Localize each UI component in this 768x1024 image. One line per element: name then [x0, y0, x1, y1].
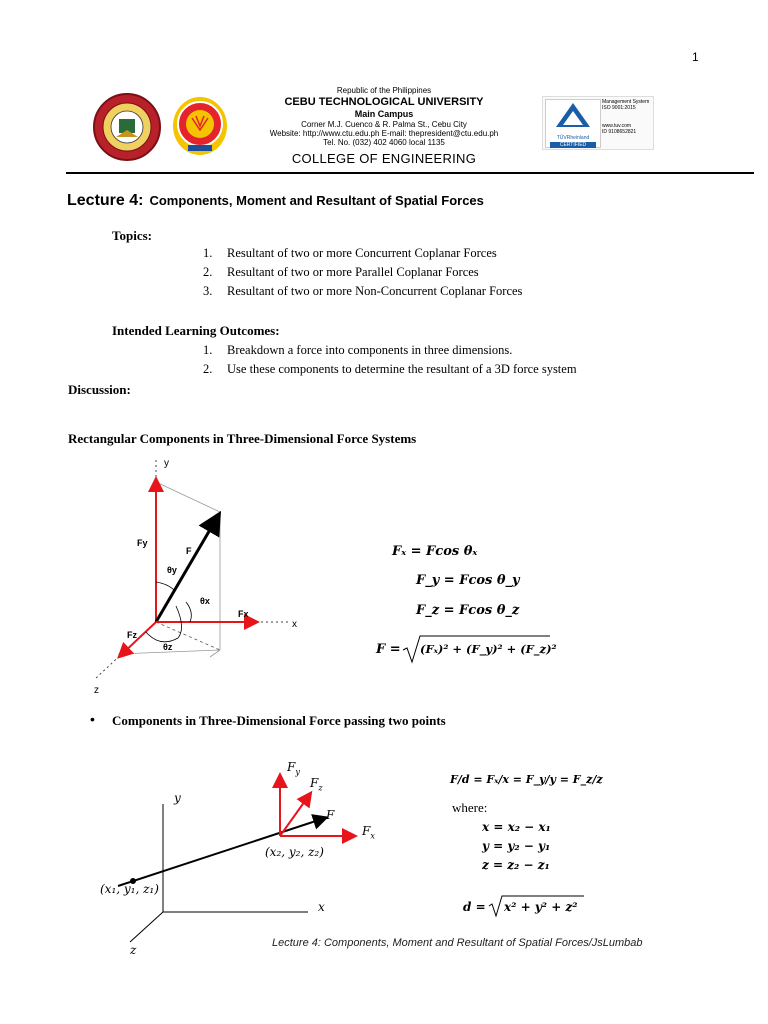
header-divider: [66, 172, 754, 174]
eq-fz: F_z = Fcos θ_z: [416, 603, 520, 618]
header-college: COLLEGE OF ENGINEERING: [291, 151, 477, 166]
fig1-fy-label: Fy: [137, 538, 148, 548]
fig1-theta-y-label: θy: [167, 565, 177, 575]
eq-ratio: F/d = Fₓ/x = F_y/y = F_z/z: [450, 773, 603, 786]
eq-fy: F_y = Fcos θ_y: [416, 573, 520, 588]
fig1-theta-x-label: θx: [200, 596, 210, 606]
eq-fx: Fₓ = Fcos θₓ: [392, 544, 478, 559]
fig2-z-axis: [130, 912, 163, 942]
fig2-fy-label: $F_y$: [287, 760, 300, 777]
fig1-x-label: x: [292, 619, 297, 630]
fig2-x-label: x: [318, 900, 325, 914]
fig2-point1-label: (x₁, y₁, z₁): [100, 882, 159, 896]
outcomes-label: Intended Learning Outcomes:: [112, 323, 280, 338]
theta-y-arc: [156, 582, 174, 590]
cert-web: www.tuv.com: [602, 123, 632, 129]
outcome-item: 2. Use these components to determine the resultant of a 3D force system: [203, 362, 577, 376]
header-campus: Main Campus: [354, 109, 414, 119]
cert-mgmt: Management System: [602, 99, 650, 105]
eq-z: z = z₂ − z₁: [482, 858, 550, 872]
eq-y: y = y₂ − y₁: [482, 839, 551, 853]
fig1-fz-label: Fz: [127, 630, 137, 640]
eq-f-lhs: F =: [376, 642, 401, 657]
discussion-label: Discussion:: [68, 382, 131, 397]
header-tel: Tel. No. (032) 402 4060 local 1135: [323, 138, 445, 147]
topic-item: 1. Resultant of two or more Concurrent Coplanar Forces: [203, 246, 497, 260]
cert-iso: ISO 9001:2015: [602, 105, 636, 111]
fig2-f-label: F: [326, 808, 335, 822]
theta-x-arc: [186, 602, 191, 622]
header-website-email: Website: http://www.ctu.edu.ph E-mail: thepresident@ctu.edu.ph: [269, 129, 499, 138]
eq-f-rhs: (Fₓ)² + (F_y)² + (F_z)²: [420, 642, 557, 656]
header-republic: Republic of the Philippines: [336, 86, 432, 95]
header-address: Corner M.J. Cuenco & R. Palma St., Cebu City: [301, 120, 467, 129]
tuv-logo-text: TÜVRheinland: [556, 135, 590, 141]
eq-d-rhs: x² + y² + z²: [504, 900, 578, 914]
eq-d-lhs: d =: [463, 900, 486, 914]
topic-item: 3. Resultant of two or more Non-Concurrent Coplanar Forces: [203, 284, 523, 298]
fig1-fx-label: Fx: [238, 609, 249, 619]
lecture-title-text: Components, Moment and Resultant of Spatial Forces: [149, 193, 484, 208]
section2-bullet: •: [90, 711, 95, 727]
topics-label: Topics:: [112, 228, 152, 243]
f-arrow: [156, 516, 218, 622]
eq-x: x = x₂ − x₁: [482, 820, 551, 834]
eq-where: where:: [452, 800, 488, 815]
header-university: CEBU TECHNOLOGICAL UNIVERSITY: [284, 96, 484, 108]
fz-arrow: [120, 622, 156, 656]
tuv-triangle-icon: [546, 100, 600, 130]
fig2-fz-arrow: [280, 794, 310, 836]
fig1-z-label: z: [94, 685, 99, 696]
cert-id: ID 9108652821: [602, 129, 637, 135]
fig2-z-label: z: [130, 943, 137, 957]
figure-3d-components: [90, 452, 320, 702]
fig2-y-label: y: [174, 791, 181, 805]
lecture-number: Lecture 4:: [67, 192, 144, 209]
tuv-certified-label: CERTIFIED: [550, 142, 596, 148]
figure-two-points: [100, 756, 380, 966]
lecture-title: [67, 192, 484, 210]
iso-certificate-badge: [542, 96, 654, 150]
fig2-point2-label: (x₂, y₂, z₂): [265, 845, 324, 859]
page-footer: Lecture 4: Components, Moment and Resultant of Spatial Forces/JsLumbab: [272, 937, 643, 949]
section2-heading: Components in Three-Dimensional Force passing two points: [112, 713, 446, 728]
section1-heading: Rectangular Components in Three-Dimensional Force Systems: [68, 431, 417, 446]
fig1-f-label: F: [186, 546, 192, 556]
fig2-fz-label: $F_z$: [310, 776, 323, 793]
fig1-y-label: y: [164, 458, 169, 469]
topic-item: 2. Resultant of two or more Parallel Coplanar Forces: [203, 265, 479, 279]
outcome-item: 1. Breakdown a force into components in three dimensions.: [203, 343, 513, 357]
fig2-fx-label: $F_x$: [362, 824, 375, 841]
fig1-theta-z-label: θz: [163, 642, 173, 652]
page-number: 1: [692, 50, 699, 64]
